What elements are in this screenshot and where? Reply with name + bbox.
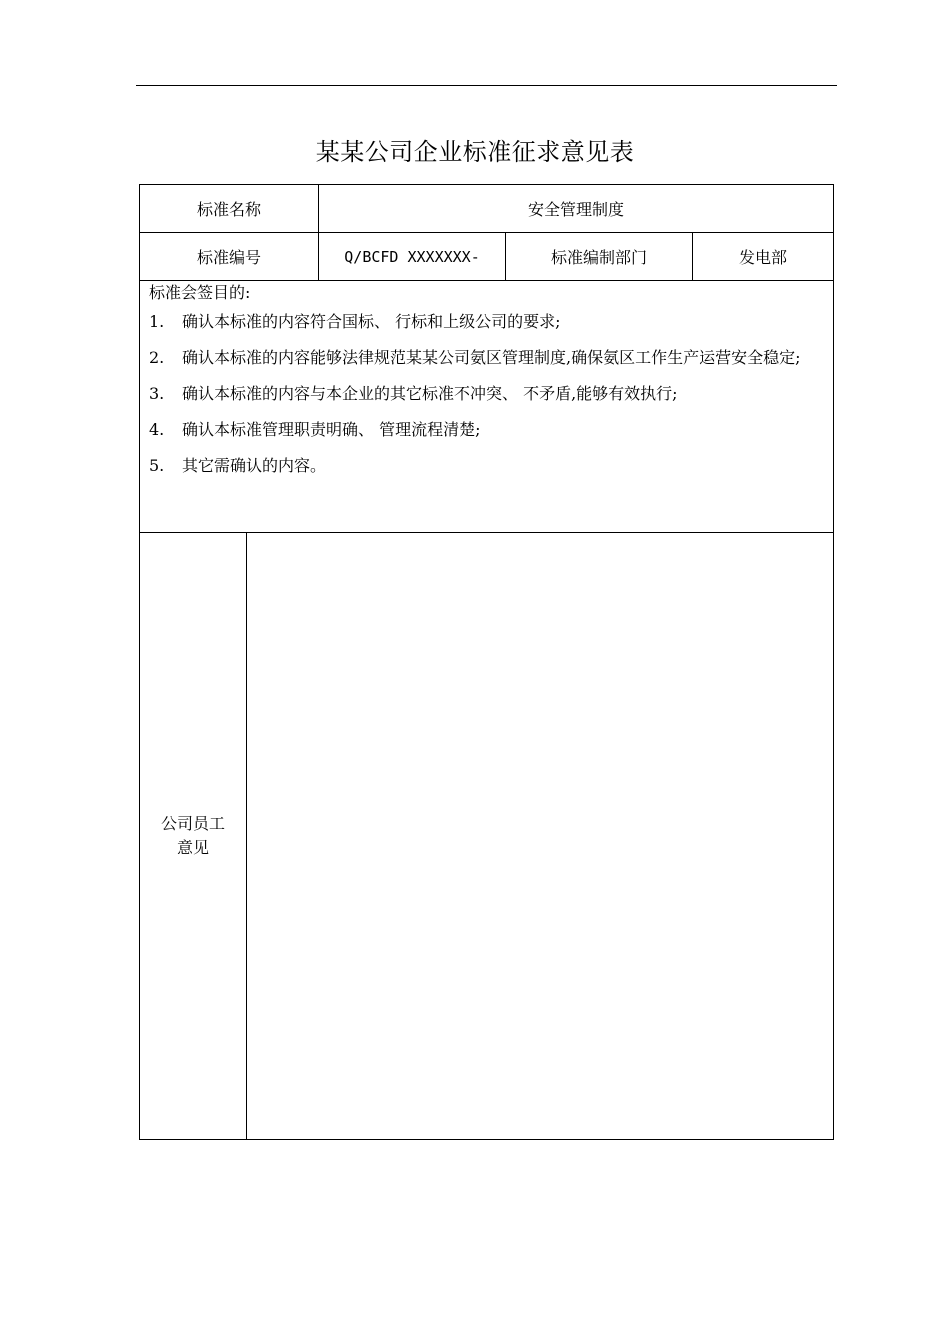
list-item-text: 确认本标准的内容能够法律规范某某公司氨区管理制度,确保氨区工作生产运营安全稳定;: [182, 348, 801, 367]
opinion-row: [140, 533, 834, 1140]
purpose-list: [149, 304, 829, 484]
list-item: [149, 376, 829, 412]
list-item-text: 确认本标准管理职责明确、 管理流程清楚;: [182, 420, 481, 439]
list-item-number: 2.: [149, 348, 165, 367]
opinion-label-line1: 公司员工: [160, 814, 225, 833]
standard-name-label: 标准名称: [140, 185, 319, 233]
standard-number-label: 标准编号: [140, 233, 319, 281]
opinion-label-line2: 意见: [176, 838, 209, 857]
list-item-number: 5.: [149, 456, 165, 475]
standard-number-value: Q/BCFD XXXXXXX-: [319, 233, 506, 281]
list-item-text: 确认本标准的内容与本企业的其它标准不冲突、 不矛盾,能够有效执行;: [182, 384, 678, 403]
list-item-number: 1.: [149, 312, 165, 331]
page-title: 某某公司企业标准征求意见表: [315, 138, 635, 166]
purpose-cell: [140, 281, 834, 533]
list-item: [149, 304, 829, 340]
standard-number-row: [140, 233, 834, 281]
opinion-form-table: [139, 184, 834, 1140]
list-item-number: 3.: [149, 384, 165, 403]
list-item: [149, 340, 829, 376]
standard-name-row: [140, 185, 834, 233]
purpose-row: [140, 281, 834, 533]
list-item-text: 确认本标准的内容符合国标、 行标和上级公司的要求;: [182, 312, 561, 331]
compiling-department-label: 标准编制部门: [506, 233, 693, 281]
list-item: [149, 412, 829, 448]
list-item: [149, 448, 829, 484]
purpose-title: 标准会签目的:: [149, 283, 251, 302]
list-item-number: 4.: [149, 420, 165, 439]
standard-name-value: 安全管理制度: [319, 185, 834, 233]
list-item-text: 其它需确认的内容。: [182, 456, 327, 475]
header-rule: [136, 85, 837, 86]
compiling-department-value: 发电部: [693, 233, 834, 281]
opinion-content-field[interactable]: [247, 533, 834, 1140]
opinion-label: [140, 533, 247, 1140]
